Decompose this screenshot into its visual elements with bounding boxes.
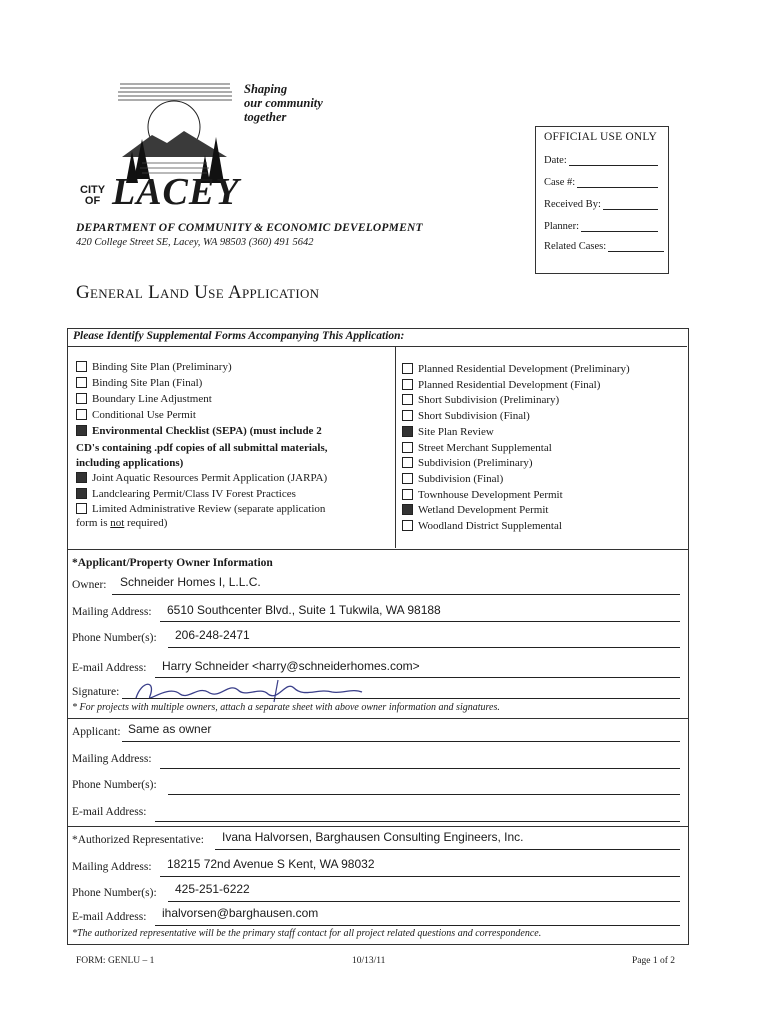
checkbox-icon[interactable] (76, 503, 87, 514)
applicant-mailing-label: Mailing Address: (72, 753, 152, 765)
owner-mailing-value[interactable]: 6510 Southcenter Blvd., Suite 1 Tukwila, WA 98188 (167, 603, 441, 617)
checkbox-icon[interactable] (402, 394, 413, 405)
supplemental-option-label: Site Plan Review (418, 425, 494, 438)
applicant-phone-label: Phone Number(s): (72, 779, 157, 791)
checkbox-checked-icon[interactable] (76, 488, 87, 499)
supplemental-option[interactable] (402, 378, 600, 393)
form-date: 10/13/11 (352, 956, 386, 966)
applicant-phone-field[interactable] (168, 793, 680, 795)
supplemental-option-label: Subdivision (Final) (418, 472, 504, 485)
rep-phone-line (168, 900, 680, 902)
checkbox-icon[interactable] (402, 520, 413, 531)
owner-email-value[interactable]: Harry Schneider <harry@schneiderhomes.com> (162, 659, 420, 673)
applicant-label: Applicant: (72, 726, 121, 738)
applicant-email-label: E-mail Address: (72, 806, 147, 818)
supplemental-option[interactable] (402, 425, 494, 440)
owner-phone-value[interactable]: 206-248-2471 (175, 628, 250, 642)
department-name: DEPARTMENT OF COMMUNITY & ECONOMIC DEVELOPMENT (76, 222, 423, 234)
rep-email-value[interactable]: ihalvorsen@barghausen.com (162, 906, 319, 920)
supplemental-heading: Please Identify Supplemental Forms Accompanying This Application: (67, 328, 687, 347)
page-title: General Land Use Application (76, 282, 320, 303)
supplemental-option-label: Joint Aquatic Resources Permit Application (JARPA) (92, 472, 328, 484)
supplemental-option-label: Townhouse Development Permit (418, 488, 563, 501)
supplemental-option-label: Planned Residential Development (Final) (418, 378, 601, 391)
checkbox-icon[interactable] (402, 473, 413, 484)
owner-mailing-line (160, 620, 680, 622)
owner-phone-label: Phone Number(s): (72, 632, 157, 644)
official-planner-field[interactable]: Planner: (544, 221, 658, 232)
checkbox-checked-icon[interactable] (402, 504, 413, 515)
supplemental-option[interactable] (402, 393, 559, 408)
supplemental-option-label: Street Merchant Supplemental (418, 441, 552, 454)
owner-email-label: E-mail Address: (72, 662, 147, 674)
official-case-field[interactable]: Case #: (544, 177, 658, 188)
signature-label: Signature: (72, 686, 120, 698)
city-name: LACEY (112, 171, 240, 213)
owner-phone-line (168, 646, 680, 648)
supplemental-option[interactable] (76, 408, 196, 423)
supplemental-option[interactable] (402, 503, 548, 518)
supplemental-option[interactable] (402, 519, 562, 534)
supplemental-option-label: Wetland Development Permit (418, 504, 549, 517)
applicant-value[interactable]: Same as owner (128, 722, 212, 736)
supplemental-option-label: Planned Residential Development (Preliminary) (418, 363, 630, 375)
supplemental-option[interactable] (76, 360, 232, 375)
form-id: FORM: GENLU – 1 (76, 956, 155, 966)
supplemental-option-label: Landclearing Permit/Class IV Forest Practices (92, 488, 296, 500)
rep-note: *The authorized representative will be the primary staff contact for all project related questions and correspondence. (72, 928, 542, 939)
checkbox-icon[interactable] (76, 393, 87, 404)
rep-mailing-line (160, 875, 680, 877)
checkbox-checked-icon[interactable] (76, 472, 87, 483)
sepa-note: CD's containing .pdf copies of all submittal materials, including applications) (76, 442, 328, 469)
owner-line (112, 593, 680, 595)
supplemental-option[interactable] (76, 502, 325, 517)
supplemental-option[interactable] (76, 376, 202, 391)
rep-phone-label: Phone Number(s): (72, 887, 157, 899)
signature-line (122, 697, 680, 699)
owner-value[interactable]: Schneider Homes I, L.L.C. (120, 575, 261, 589)
checkbox-checked-icon[interactable] (402, 426, 413, 437)
supplemental-option[interactable] (76, 424, 322, 439)
checkbox-icon[interactable] (402, 457, 413, 468)
supplemental-option-label: Limited Administrative Review (separate application (92, 503, 326, 515)
supplemental-option[interactable] (402, 362, 630, 377)
page-number: Page 1 of 2 (632, 956, 676, 966)
department-address: 420 College Street SE, Lacey, WA 98503 (360) 491 5642 (76, 237, 314, 248)
official-received-field[interactable]: Received By: (544, 199, 658, 210)
rep-label: *Authorized Representative: (72, 834, 204, 846)
supplemental-option[interactable] (76, 487, 296, 502)
rep-value[interactable]: Ivana Halvorsen, Barghausen Consulting Engineers, Inc. (222, 830, 524, 844)
checkbox-icon[interactable] (402, 379, 413, 390)
lar-note: form is not required) (76, 517, 168, 529)
supplemental-option[interactable] (76, 392, 212, 407)
column-divider (395, 346, 396, 548)
rep-mailing-label: Mailing Address: (72, 861, 152, 873)
official-use-box (535, 126, 669, 274)
supplemental-option-label: Woodland District Supplemental (418, 520, 562, 532)
supplemental-option-label: Short Subdivision (Final) (418, 410, 530, 423)
supplemental-option-label: Boundary Line Adjustment (92, 393, 212, 405)
official-related-field[interactable]: Related Cases: (544, 241, 664, 252)
supplemental-option[interactable] (402, 472, 503, 487)
owner-section-heading: *Applicant/Property Owner Information (72, 557, 273, 569)
rep-line (215, 848, 680, 850)
supplemental-option[interactable] (76, 471, 327, 486)
official-use-heading: OFFICIAL USE ONLY (544, 131, 657, 143)
city-slogan: Shaping our community together (244, 82, 323, 124)
supplemental-option[interactable] (402, 441, 552, 456)
supplemental-option-label: Short Subdivision (Preliminary) (418, 394, 560, 407)
rep-email-label: E-mail Address: (72, 911, 147, 923)
supplemental-option-label: Subdivision (Preliminary) (418, 457, 533, 470)
checkbox-icon[interactable] (402, 442, 413, 453)
official-date-field[interactable]: Date: (544, 155, 658, 166)
supplemental-option[interactable] (402, 488, 563, 503)
applicant-line (122, 740, 680, 742)
supplemental-option[interactable] (402, 409, 530, 424)
supplemental-option[interactable] (402, 456, 533, 471)
checkbox-checked-icon[interactable] (76, 425, 87, 436)
rep-mailing-value[interactable]: 18215 72nd Avenue S Kent, WA 98032 (167, 857, 375, 871)
supplemental-option-label: Conditional Use Permit (92, 409, 196, 421)
applicant-email-field[interactable] (155, 820, 680, 822)
checkbox-icon[interactable] (402, 410, 413, 421)
rep-phone-value[interactable]: 425-251-6222 (175, 882, 250, 896)
rep-email-line (155, 924, 680, 926)
city-of-label: CITY OF (80, 184, 106, 207)
checkbox-icon[interactable] (76, 377, 87, 388)
supplemental-option-label: Environmental Checklist (SEPA) (must include 2 (92, 425, 322, 437)
checkbox-icon[interactable] (402, 363, 413, 374)
supplemental-option-label: Binding Site Plan (Final) (92, 377, 203, 389)
owner-label: Owner: (72, 579, 107, 591)
applicant-mailing-field[interactable] (160, 767, 680, 769)
checkbox-icon[interactable] (76, 361, 87, 372)
supplemental-option-label: Binding Site Plan (Preliminary) (92, 361, 232, 373)
owner-mailing-label: Mailing Address: (72, 606, 152, 618)
checkbox-icon[interactable] (76, 409, 87, 420)
owner-note: * For projects with multiple owners, attach a separate sheet with above owner information and signatures. (72, 702, 500, 713)
checkbox-icon[interactable] (402, 489, 413, 500)
